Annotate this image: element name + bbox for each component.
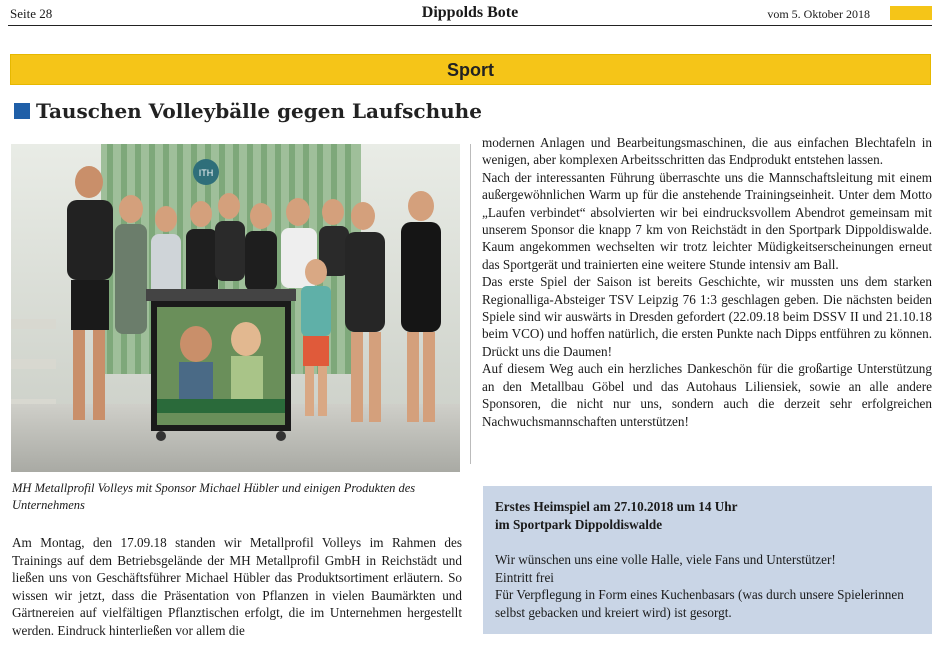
home-game-infobox — [483, 486, 932, 634]
paragraph: Das erste Spiel der Saison ist bereits Geschichte, wir mussten uns dem starken Regionalliga-Absteiger TSV Leipzig 76 1:3 geschlagen geben. Die nächsten beiden Spiele sind wir auswärts in Dresden gefordert (22.09.18 beim DSSV II und 21.10.18 beim VCO) und hoffen natürlich, die ersten Punkte nach Dipps entführen zu können. Drückt uns die Daumen! — [482, 274, 932, 359]
headline-text: Tauschen Volleybälle gegen Laufschuhe — [36, 99, 482, 123]
section-band — [10, 54, 931, 85]
infobox-line: Für Verpflegung in Form eines Kuchenbasars (was durch unsere Spielerinnen selbst gebacken und kreiert wird) ist gesorgt. — [495, 587, 904, 620]
team-photo-illustration — [11, 144, 460, 472]
paragraph: modernen Anlagen und Bearbeitungsmaschinen, die aus einfachen Blechtafeln in wenigen, aber komplexen Arbeitsschritten das Endprodukt entstehen lassen. — [482, 135, 932, 168]
infobox-spacer — [495, 533, 920, 551]
article-headline — [14, 98, 482, 124]
infobox-line: Eintritt frei — [495, 569, 554, 585]
team-photo — [11, 144, 460, 472]
paragraph: Auf diesem Weg auch ein herzliches Dankeschön für die großartige Unterstützung an den Metallbau Göbel und das Autohaus Liliensiek, sowie an alle andere Sponsoren, die nicht nur uns, sondern auch die derzeit sehr erfolgreichen Nachwuchsmannschaften unterstützen! — [482, 361, 932, 429]
section-label: Sport — [447, 60, 494, 80]
issue-date: vom 5. Oktober 2018 — [767, 7, 870, 21]
paragraph: Nach der interessanten Führung überraschte uns die Mannschaftsleitung mit einem außergewöhnlichen Warm up für die anstehende Trainingseinheit. Unter dem Motto „Laufen verbindet“ absolvierten wir bei eindrucksvollem Abendrot gemeinsam mit unserem Sponsor die knapp 7 km von Reichstädt in den Sportpark Dippoldiswalde. Kaum angekommen wechselten wir trotz leichter Müdigkeitserscheinungen erneut das Sportgerät und trainierten eine weitere Stunde intensiv am Ball. — [482, 169, 932, 272]
infobox-title-line1: Erstes Heimspiel am 27.10.2018 um 14 Uhr — [495, 499, 738, 514]
infobox-line: Wir wünschen uns eine volle Halle, viele Fans und Unterstützer! — [495, 552, 836, 567]
header-color-bar — [890, 6, 932, 20]
newspaper-title: Dippolds Bote — [421, 4, 519, 21]
svg-text:ITH: ITH — [198, 168, 214, 178]
header-rule — [8, 25, 932, 26]
column-divider — [470, 144, 471, 464]
page-number: Seite 28 — [10, 6, 53, 21]
infobox-title-line2: im Sportpark Dippoldiswalde — [495, 516, 663, 532]
article-body-right — [482, 134, 932, 430]
article-body-left: Am Montag, den 17.09.18 standen wir Metallprofil Volleys im Rahmen des Trainings auf dem Betriebsgelände der MH Metallprofil GmbH in Reichstädt und ließen uns von Geschäftsführer Michael Hübler das Produktsortiment erläutern. So wissen wir jetzt, dass die Präsentation von Pflanzen in vielen Baumärkten und Gärtnereien auf vielfältigen Pflanztischen erfolgt, die im Unternehmen hergestellt werden. Eindruck hinterließen vor allem die — [12, 535, 462, 638]
photo-caption: MH Metallprofil Volleys mit Sponsor Michael Hübler und einigen Produkten des Unternehmens — [12, 481, 416, 512]
headline-square-icon — [14, 103, 30, 119]
